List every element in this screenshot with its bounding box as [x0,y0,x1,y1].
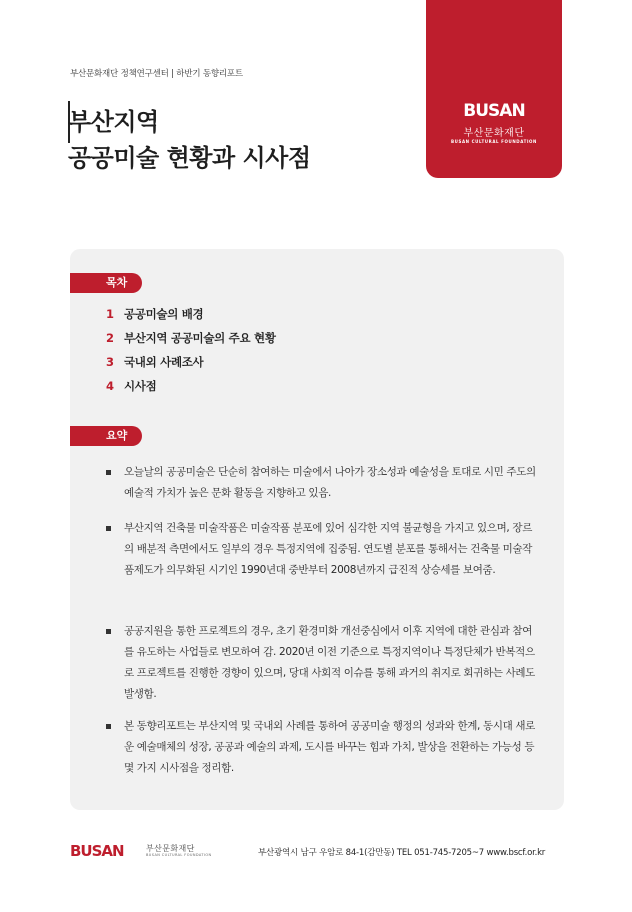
toc-item-label: 공공미술의 배경 [124,307,204,321]
toc-item[interactable] [106,354,276,378]
toc-item-number: 3 [106,355,114,369]
footer-address: 부산광역시 남구 우암로 84-1(감만동) TEL 051-745-7205~7 www.bscf.or.kr [258,848,546,858]
toc-heading: 목차 [70,273,142,293]
square-bullet-icon [106,724,111,729]
brand-badge [426,0,562,178]
square-bullet-icon [106,470,111,475]
toc-item-number: 1 [106,307,114,321]
summary-item-text: 부산지역 건축물 미술작품은 미술작품 분포에 있어 심각한 지역 불균형을 가지고 있으며, 장르의 배분적 측면에서도 일부의 경우 특정지역에 집중됨. 연도별 분포를 통해서는 건축물 미술작품제도가 의무화된 시기인 1990년대 중반부터 2008년까지 급진적 상승세를 보여줌. [124,522,532,576]
summary-item-text: 오늘날의 공공미술은 단순히 참여하는 미술에서 나아가 장소성과 예술성을 토대로 시민 주도의 예술적 가치가 높은 문화 활동을 지향하고 있음. [124,466,536,499]
summary-item-text: 공공지원을 통한 프로젝트의 경우, 초기 환경미화 개선중심에서 이후 지역에 대한 관심과 참여를 유도하는 사업들로 변모하여 감. 2020년 이전 기준으로 특정지역이나 특정단체가 반복적으로 프로젝트를 진행한 경향이 있으며, 당대 사회적 이슈를 통해 과거의 취지로 회귀하는 사례도 발생함. [124,625,535,700]
toc-item[interactable] [106,378,276,402]
toc-item-number: 4 [106,379,114,393]
brand-name-en: BUSAN CULTURAL FOUNDATION [451,139,537,144]
footer-org-name: 부산문화재단 [146,844,195,853]
toc-item-number: 2 [106,331,114,345]
summary-item [106,621,536,716]
summary-item [106,462,536,518]
summary-heading: 요약 [70,426,142,446]
square-bullet-icon [106,629,111,634]
toc-list [106,306,276,402]
footer-org-name-en: BUSAN CULTURAL FOUNDATION [146,853,212,857]
toc-item-label: 부산지역 공공미술의 주요 현황 [124,331,276,345]
summary-item-text: 본 동향리포트는 부산지역 및 국내외 사례를 통하여 공공미술 행정의 성과와 한계, 동시대 새로운 예술매체의 성장, 공공과 예술의 과제, 도시를 바꾸는 힘과 가치, 발상을 전환하는 가능성 등 몇 가지 시사점을 정리함. [124,720,535,774]
toc-item-label: 시사점 [124,379,157,393]
page-title-line-2: 공공미술 현황과 시사점 [68,144,311,172]
summary-item [106,716,536,779]
brand-logo-mark: BUSAN [463,101,525,121]
footer-logo: BUSAN [70,842,124,860]
toc-item[interactable] [106,330,276,354]
toc-item[interactable] [106,306,276,330]
page-title [68,104,311,176]
summary-list [106,462,536,779]
page-title-line-1: 부산지역 [68,108,159,136]
brand-name-kr: 부산문화재단 [463,128,525,139]
toc-item-label: 국내외 사례조사 [124,355,204,369]
square-bullet-icon [106,526,111,531]
header-org-line: 부산문화재단 정책연구센터 | 하반기 동향리포트 [70,69,243,79]
summary-item [106,518,536,621]
